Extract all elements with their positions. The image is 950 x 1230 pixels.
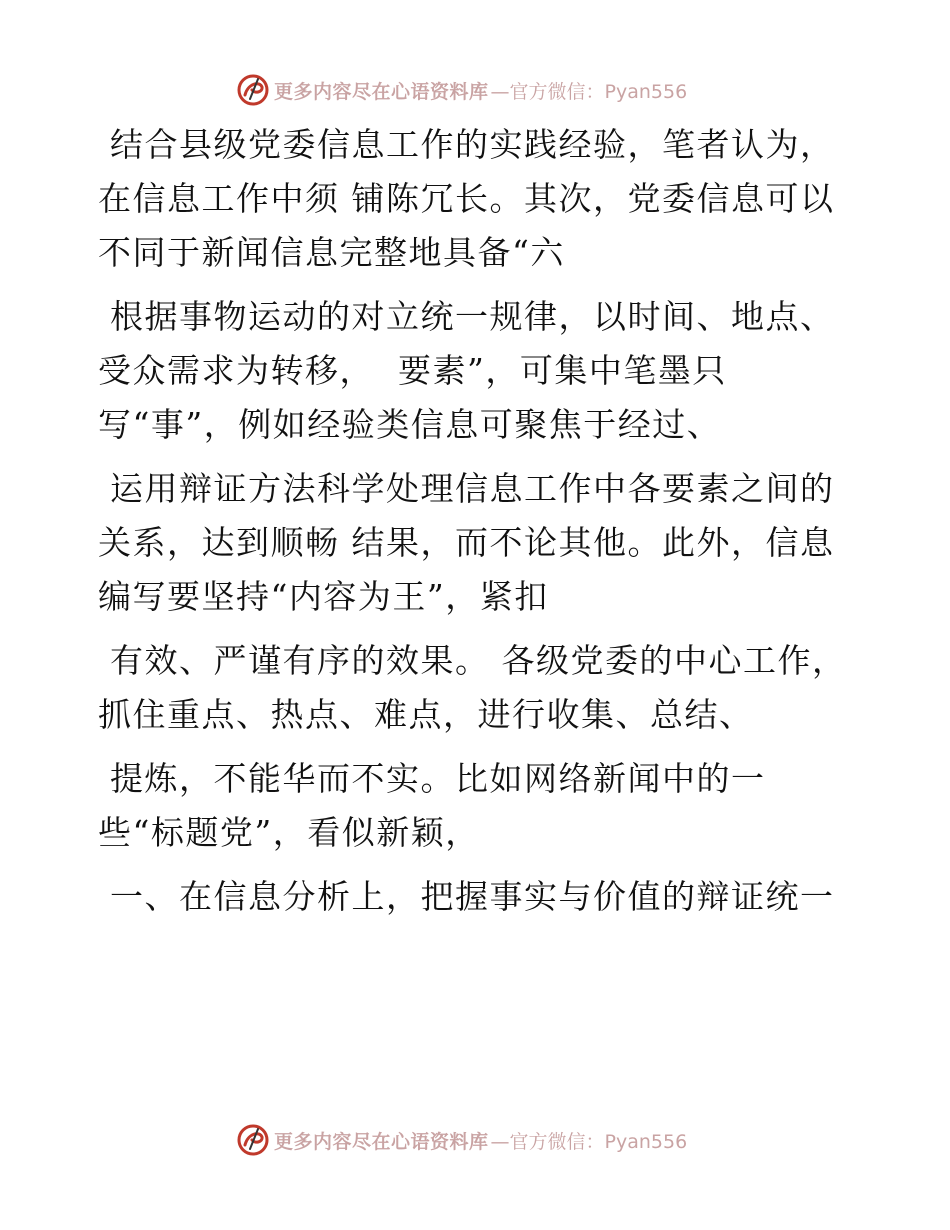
header-banner-wechat: —官方微信：Pyan556 (490, 80, 688, 103)
paragraph (98, 870, 858, 924)
text-line: 编写要坚持“内容为王”，紧扣 (98, 577, 549, 616)
text-line: 关系，达到顺畅 结果，而不论其他。此外，信息 (98, 523, 835, 562)
text-line: 不同于新闻信息完整地具备“六 (98, 233, 565, 272)
footer-banner (236, 1122, 687, 1158)
text-line: 一、在信息分析上，把握事实与价值的辩证统一 (98, 877, 835, 916)
paragraph (98, 462, 858, 624)
paragraph (98, 290, 858, 452)
text-line: 结合县级党委信息工作的实践经验，笔者认为， (98, 125, 835, 164)
red-swirl-logo-icon (236, 73, 270, 107)
header-banner (236, 72, 687, 108)
document-body (98, 118, 858, 934)
text-line: 抓住重点、热点、难点，进行收集、总结、 (98, 695, 754, 734)
text-line: 受众需求为转移， 要素”，可集中笔墨只 (98, 351, 727, 390)
header-banner-text: 更多内容尽在心语资料库 (274, 80, 489, 103)
text-line: 些“标题党”，看似新颖， (98, 813, 480, 852)
text-line: 运用辩证方法科学处理信息工作中各要素之间的 (98, 469, 835, 508)
paragraph (98, 118, 858, 280)
text-line: 有效、严谨有序的效果。 各级党委的中心工作， (98, 641, 847, 680)
text-line: 提炼，不能华而不实。比如网络新闻中的一 (98, 759, 766, 798)
text-line: 写“事”，例如经验类信息可聚焦于经过、 (98, 405, 722, 444)
footer-banner-wechat: —官方微信：Pyan556 (490, 1130, 688, 1153)
footer-banner-text: 更多内容尽在心语资料库 (274, 1130, 489, 1153)
paragraph (98, 634, 858, 742)
red-swirl-logo-icon (236, 1123, 270, 1157)
text-line: 在信息工作中须 铺陈冗长。其次，党委信息可以 (98, 179, 835, 218)
paragraph (98, 752, 858, 860)
text-line: 根据事物运动的对立统一规律，以时间、地点、 (98, 297, 835, 336)
